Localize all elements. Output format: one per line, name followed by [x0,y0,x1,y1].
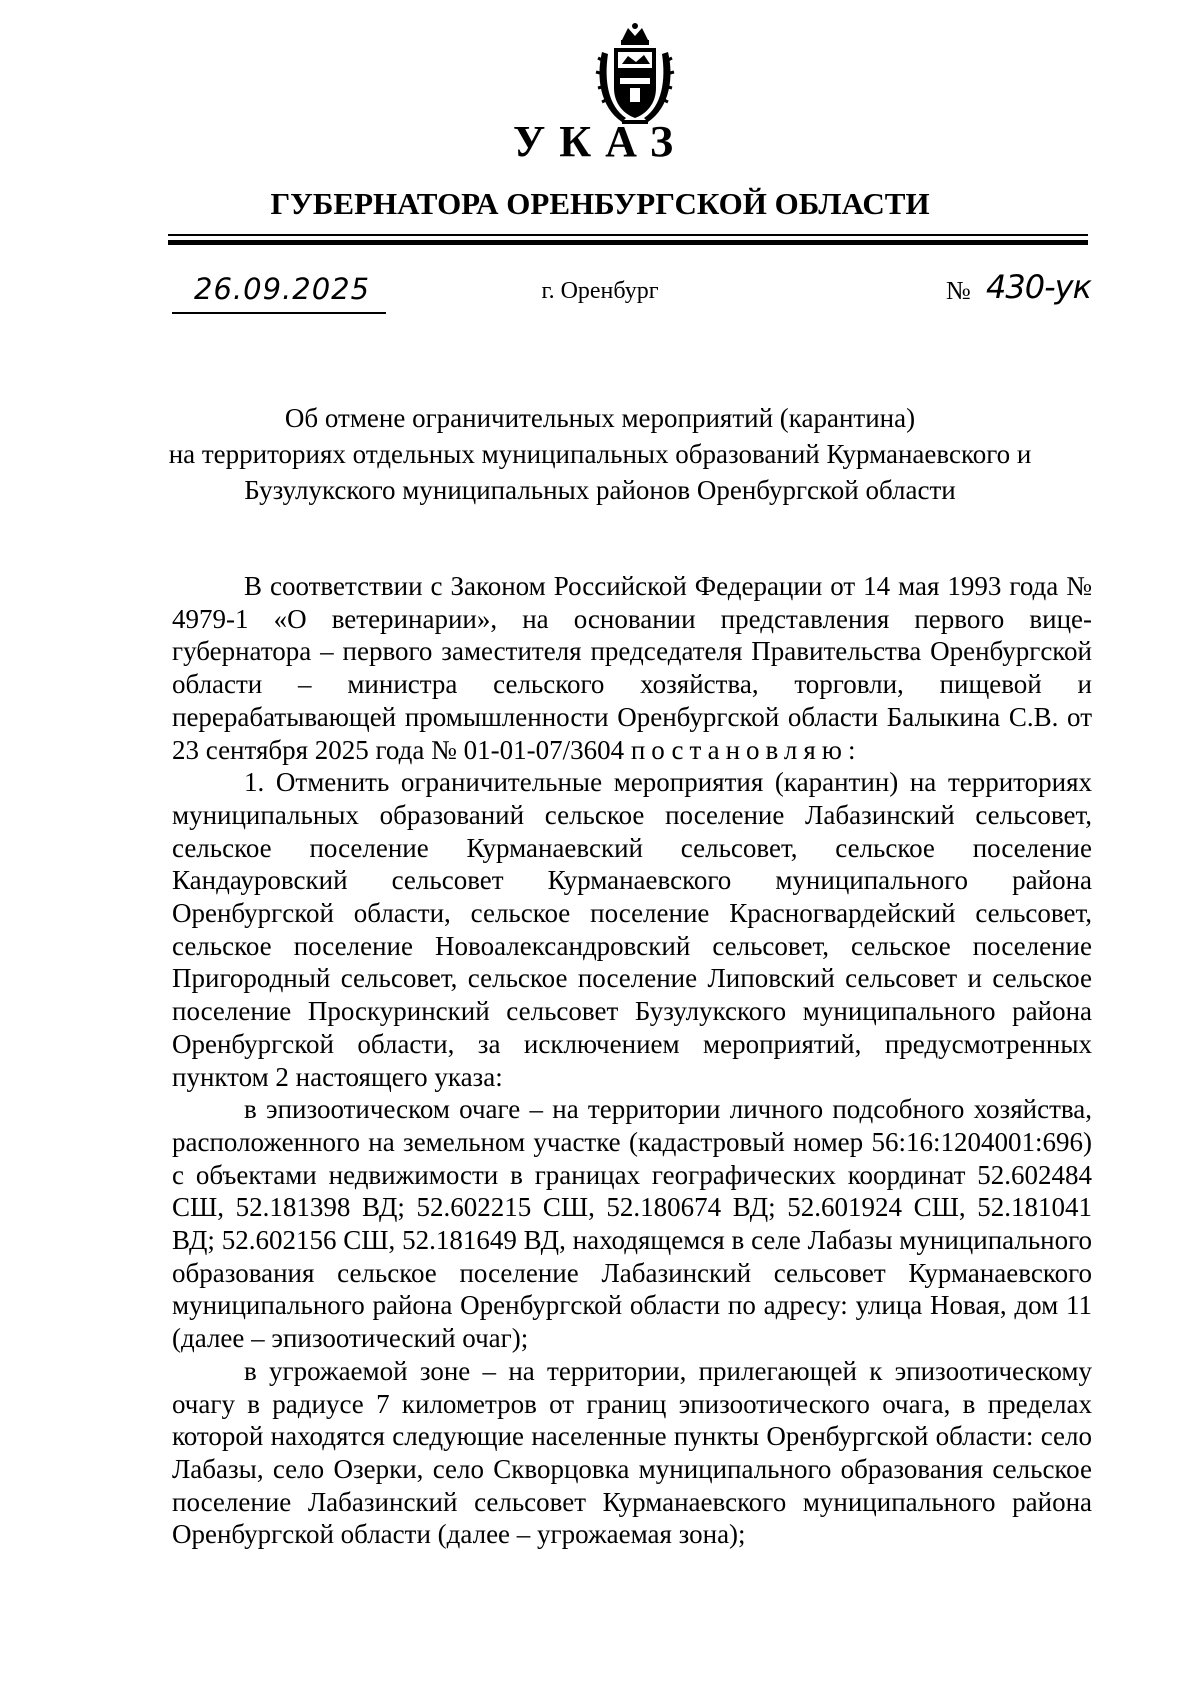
document-type-heading: УКАЗ [512,117,688,166]
intro-text: В соответствии с Законом Российской Федерации от 14 мая 1993 года № 4979-1 «О ветеринарии», на основании представления первого вице-губернатора – первого заместителя председателя Правительства Оренбургской области – министра сельского хозяйства, торговли, пищевой и перерабатывающей промышленности Оренбургской области Балыкина С.В. от 23 сентября 2025 года № 01-01-07/3604 [172,571,1092,765]
focus-paragraph: в эпизоотическом очаге – на территории личного подсобного хозяйства, расположенного на земельном участке (кадастровый номер 56:16:1204001:696) с объектами недвижимости в границах географических координат 52.602484 СШ, 52.181398 ВД; 52.602215 СШ, 52.180674 ВД; 52.601924 СШ, 52.181041 ВД; 52.602156 СШ, 52.181649 ВД, находящемся в селе Лабазы муниципального образования сельское поселение Лабазинский сельсовет Курманаевского муниципального района Оренбургской области по адресу: улица Новая, дом 11 (далее – эпизоотический очаг); [172,1094,1092,1354]
header-divider-thick [168,240,1088,245]
document-title [120,400,1080,508]
item-1-paragraph: 1. Отменить ограничительные мероприятия (карантин) на территориях муниципальных образований сельское поселение Лабазинский сельсовет, сельское поселение Курманаевский сельсовет, сельское поселение Кандауровский сельсовет Курманаевского муниципального района Оренбургской области, сельское поселение Красногвардейский сельсовет, сельское поселение Новоалександровский сельсовет, сельское поселение Пригородный сельсовет, сельское поселение Липовский сельсовет и сельское поселение Проскуринский сельсовет Бузулукского муниципального района Оренбургской области, за исключением мероприятий, предусмотренных пунктом 2 настоящего указа: [172,767,1092,1092]
title-line: Бузулукского муниципальных районов Оренбургской области [244,475,956,505]
orenburg-coat-of-arms-icon [592,22,678,128]
title-line: Об отмене ограничительных мероприятий (карантина) [284,403,916,433]
title-line: на территориях отдельных муниципальных образований Курманаевского и [168,439,1032,469]
number-label: № [946,276,971,305]
header-divider-thin [168,234,1088,236]
handwritten-date: 26.09.2025 [194,272,371,306]
decree-word: постановляю: [630,734,862,765]
zone-paragraph: в угрожаемой зоне – на территории, прилегающей к эпизоотическому очагу в радиусе 7 километров от границ эпизоотического очага, в пределах которой находятся следующие населенные пункты Оренбургской области: село Лабазы, село Озерки, село Скворцовка муниципального образования сельское поселение Лабазинский сельсовет Курманаевского муниципального района Оренбургской области (далее – угрожаемая зона); [172,1355,1092,1550]
intro-paragraph [172,570,1092,766]
city-label: г. Оренбург [541,278,659,304]
handwritten-number: 430-ук [986,268,1091,306]
issuer-heading: ГУБЕРНАТОРА ОРЕНБУРГСКОЙ ОБЛАСТИ [270,186,930,221]
document-body [172,570,1092,1551]
